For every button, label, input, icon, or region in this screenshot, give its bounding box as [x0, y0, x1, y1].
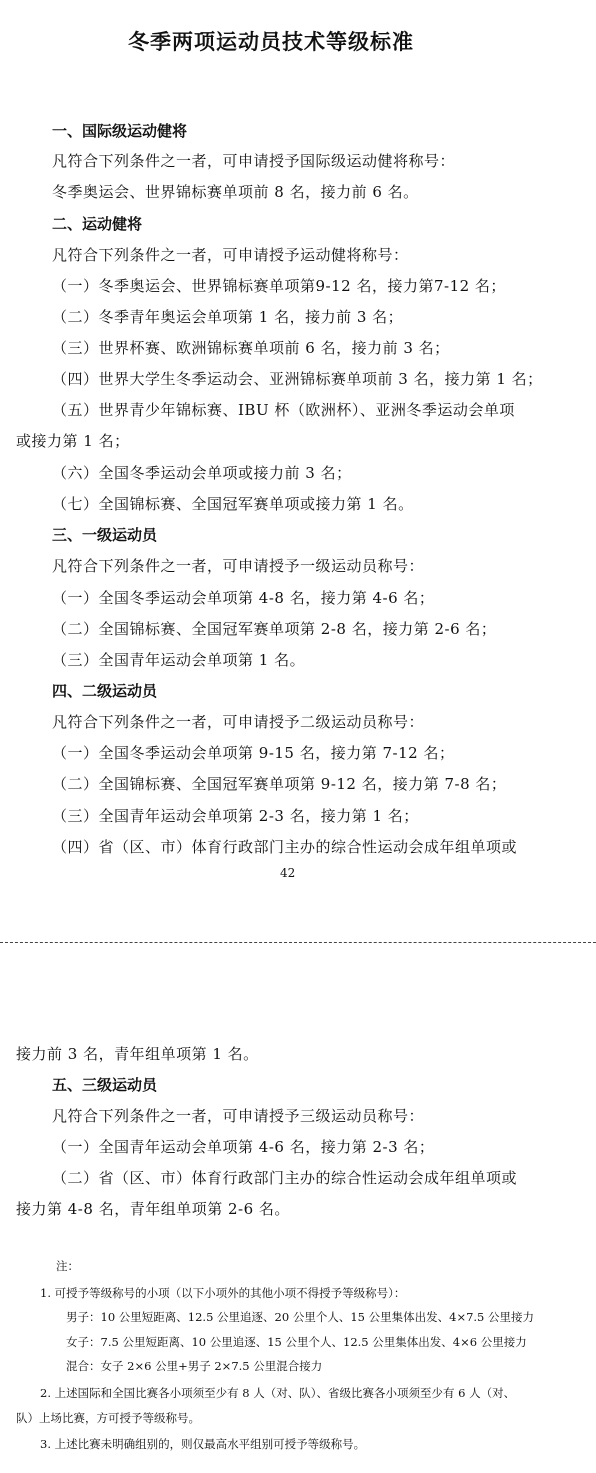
section-4-item-continued: 接力前 3 名，青年组单项第 1 名。	[16, 1045, 259, 1063]
section-4-item: （一）全国冬季运动会单项第 9-15 名，接力第 7-12 名；	[52, 744, 455, 762]
section-5-item: （二）省（区、市）体育行政部门主办的综合性运动会成年组单项或	[52, 1169, 518, 1187]
section-4-intro: 凡符合下列条件之一者，可申请授予二级运动员称号：	[52, 713, 425, 731]
section-2-item: （三）世界杯赛、欧洲锦标赛单项前 6 名，接力前 3 名；	[52, 339, 450, 357]
section-3-heading: 三、一级运动员	[52, 526, 158, 544]
section-2-heading: 二、运动健将	[52, 215, 143, 233]
section-2-intro: 凡符合下列条件之一者，可申请授予运动健将称号：	[52, 246, 409, 264]
section-5-item: （一）全国青年运动会单项第 4-6 名，接力第 2-3 名；	[52, 1138, 435, 1156]
section-4-item: （四）省（区、市）体育行政部门主办的综合性运动会成年组单项或	[52, 838, 518, 856]
section-2-item: （四）世界大学生冬季运动会、亚洲锦标赛单项前 3 名，接力第 1 名；	[52, 370, 543, 388]
page-break-divider	[0, 942, 596, 943]
section-5-intro: 凡符合下列条件之一者，可申请授予三级运动员称号：	[52, 1107, 425, 1125]
note-line: 队）上场比赛，方可授予等级称号。	[16, 1411, 200, 1425]
section-2-item-continued: 或接力第 1 名；	[16, 432, 130, 450]
note-line: 女子：7.5 公里短距离、10 公里追逐、15 公里个人、12.5 公里集体出发、4×6 公里接力	[66, 1335, 527, 1349]
section-2-item: （一）冬季奥运会、世界锦标赛单项第9-12 名，接力第7-12 名；	[52, 277, 506, 295]
section-1-item: 冬季奥运会、世界锦标赛单项前 8 名，接力前 6 名。	[52, 183, 419, 201]
section-3-item: （二）全国锦标赛、全国冠军赛单项第 2-8 名，接力第 2-6 名；	[52, 620, 497, 638]
section-3-intro: 凡符合下列条件之一者，可申请授予一级运动员称号：	[52, 557, 425, 575]
section-2-item: （六）全国冬季运动会单项或接力前 3 名；	[52, 464, 352, 482]
section-1-heading: 一、国际级运动健将	[52, 122, 188, 140]
note-line: 2. 上述国际和全国比赛各小项须至少有 8 人（对、队）、省级比赛各小项须至少有 6 人（对、	[40, 1386, 516, 1400]
note-line: 混合：女子 2×6 公里+男子 2×7.5 公里混合接力	[66, 1359, 323, 1373]
section-2-item: （七）全国锦标赛、全国冠军赛单项或接力第 1 名。	[52, 495, 414, 513]
page-number: 42	[280, 866, 296, 880]
section-4-item: （三）全国青年运动会单项第 2-3 名，接力第 1 名；	[52, 807, 419, 825]
section-4-heading: 四、二级运动员	[52, 682, 158, 700]
section-2-item: （二）冬季青年奥运会单项第 1 名，接力前 3 名；	[52, 308, 404, 326]
note-line: 1. 可授予等级称号的小项（以下小项外的其他小项不得授予等级称号）：	[40, 1286, 406, 1300]
section-5-item-continued: 接力第 4-8 名，青年组单项第 2-6 名。	[16, 1200, 290, 1218]
note-line: 男子：10 公里短距离、12.5 公里追逐、20 公里个人、15 公里集体出发、4×7.5 公里接力	[66, 1310, 535, 1324]
section-3-item: （一）全国冬季运动会单项第 4-8 名，接力第 4-6 名；	[52, 589, 435, 607]
section-5-heading: 五、三级运动员	[52, 1076, 158, 1094]
section-3-item: （三）全国青年运动会单项第 1 名。	[52, 651, 306, 669]
section-1-intro: 凡符合下列条件之一者，可申请授予国际级运动健将称号：	[52, 152, 456, 170]
notes-label: 注：	[56, 1259, 79, 1273]
note-line: 3. 上述比赛未明确组别的，则仅最高水平组别可授予等级称号。	[40, 1437, 366, 1451]
document-title: 冬季两项运动员技术等级标准	[128, 30, 414, 54]
section-4-item: （二）全国锦标赛、全国冠军赛单项第 9-12 名，接力第 7-8 名；	[52, 775, 507, 793]
section-2-item: （五）世界青少年锦标赛、IBU 杯（欧洲杯）、亚洲冬季运动会单项	[52, 401, 515, 419]
